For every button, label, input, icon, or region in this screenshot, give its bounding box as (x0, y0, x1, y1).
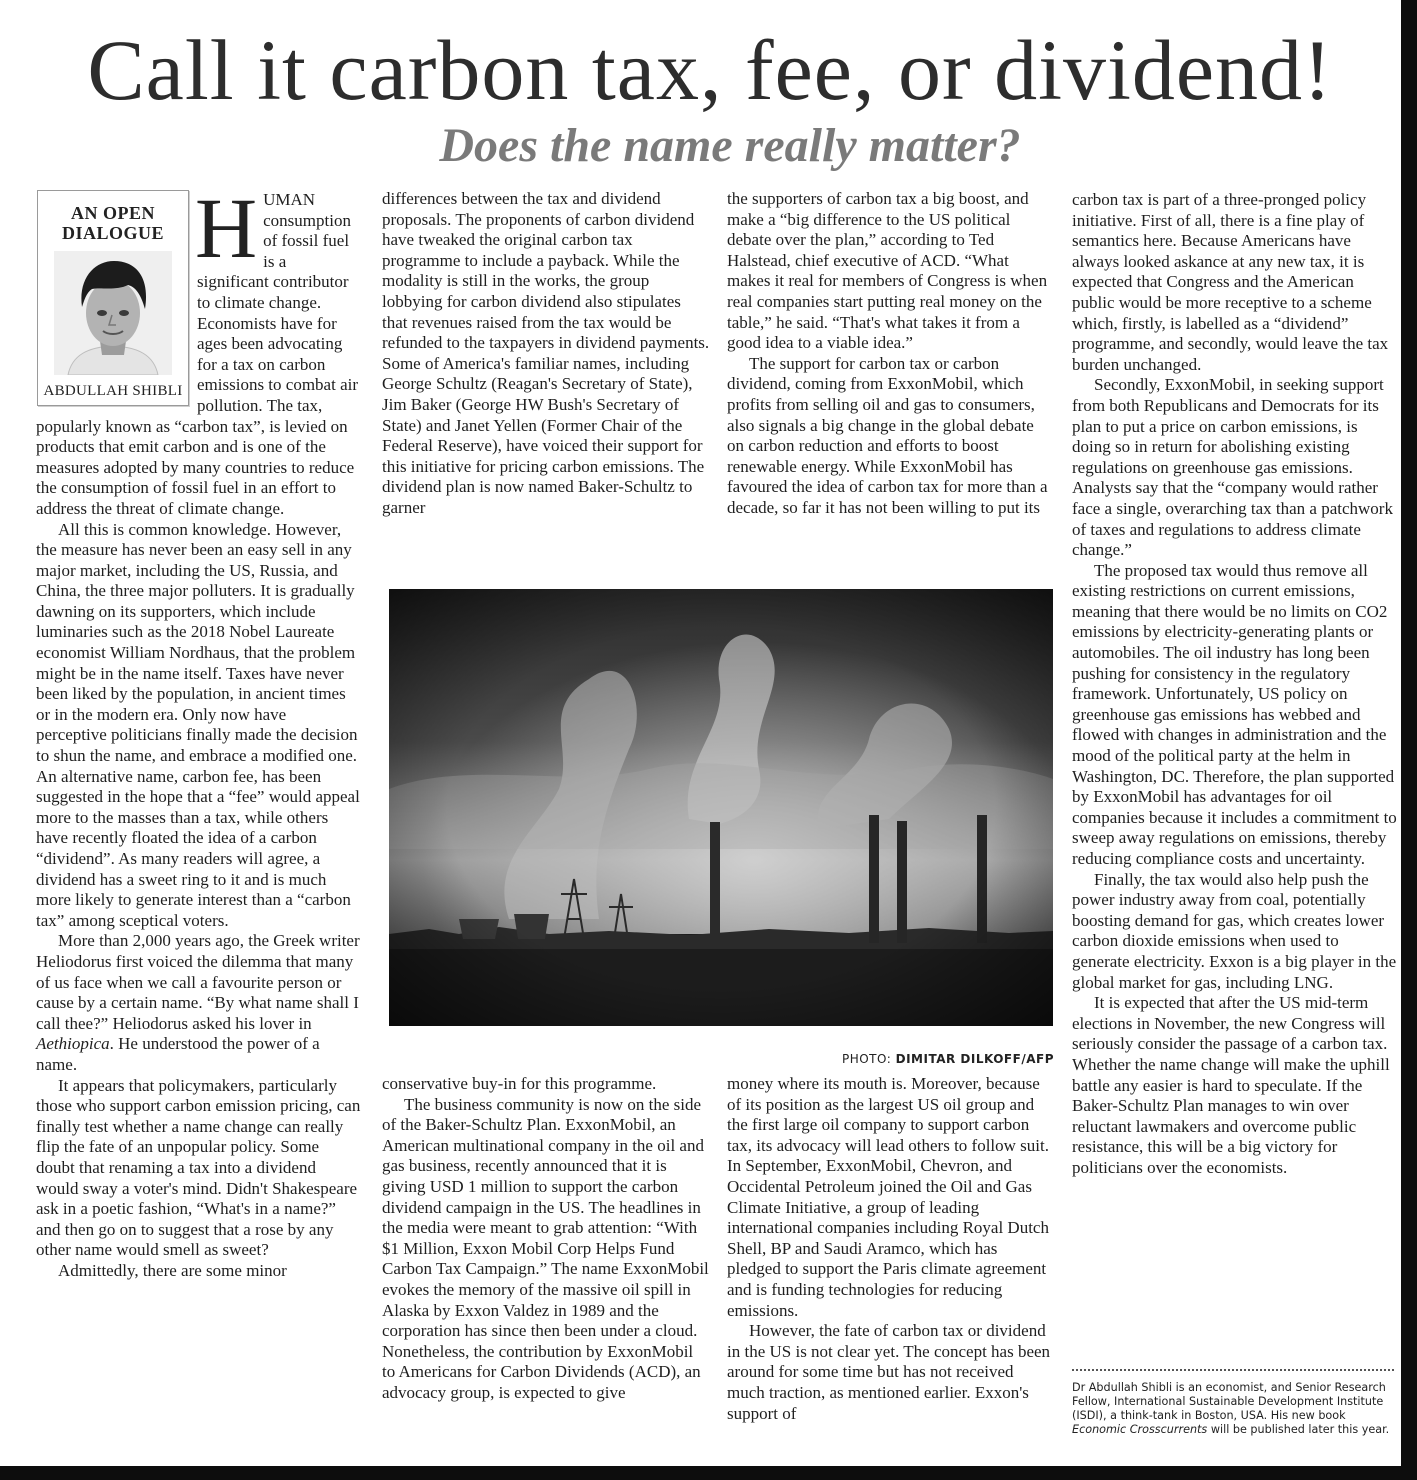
drop-cap: H (195, 180, 258, 276)
article-column-2-bottom (382, 1074, 710, 1404)
headline: Call it carbon tax, fee, or dividend! (87, 22, 1333, 118)
article-paragraph (36, 931, 361, 1075)
photo-credit-name: DIMITAR DILKOFF/AFP (895, 1052, 1054, 1066)
industrial-smokestacks-photo (389, 589, 1053, 1026)
article-column-4 (1072, 190, 1398, 1179)
article-paragraph: Admittedly, there are some minor (58, 1260, 287, 1280)
author-name: ABDULLAH SHIBLI (43, 383, 183, 399)
article-paragraph: The proposed tax would thus remove all existing restrictions on current emissions, meaning that there would be no limits on CO2 emissions by electricity-generating plants or automobiles. The oil industry has long been pushing for consistency in the regulatory framework. Unfortunately, US policy on greenhouse gas emissions has webbed and flowed with changes in administration and the mood of the political party at the helm in Washington, DC. Therefore, the plan supported by ExxonMobil has advantages for oil companies because it includes a commitment to sweep away regulations on emissions, thereby reducing compliance costs and uncertainty. (1072, 560, 1397, 868)
article-paragraph: conservative buy-in for this programme. (382, 1074, 657, 1093)
article-paragraph: Finally, the tax would also help push the power industry away from coal, potentially boosting demand for gas, which creates lower carbon dioxide emissions when used to generate electricity. Exxon is a big player in the global market for gas, including LNG. (1072, 869, 1397, 992)
article-text: . He understood the power of a name. (36, 1034, 320, 1074)
article-column-2-top (382, 189, 710, 519)
article-column-3-bottom (727, 1074, 1053, 1424)
author-bio-text: Dr Abdullah Shibli is an economist, and Senior Research Fellow, International Sustainable Development Institute (ISDI), a think-tank in Boston, USA. His new book (1072, 1381, 1386, 1422)
article-paragraph: The support for carbon tax or carbon dividend, coming from ExxonMobil, which profits from selling oil and gas to consumers, also signals a big change in the global debate on carbon reduction and efforts to boost renewable energy. While ExxonMobil has favoured the idea of carbon tax for more than a decade, so far it has not been willing to put its (727, 353, 1048, 517)
article-text: More than 2,000 years ago, the Greek writer Heliodorus first voiced the dilemma that many of us face when we call a favourite person or cause by a certain name. “By what name shall I call thee?” Heliodorus asked his lover in (36, 931, 360, 1033)
author-portrait (54, 251, 172, 375)
article-paragraph: the supporters of carbon tax a big boost, and make a “big difference to the US political debate over the plan,” according to Ted Halstead, chief executive of ACD. “What makes it real for members of Congress is when real companies start putting real money on the table,” he said. “That's what takes it from a good idea to a viable idea.” (727, 189, 1048, 353)
article-paragraph: However, the fate of carbon tax or dividend in the US is not clear yet. The concept has been around for some time but has not received much traction, as mentioned earlier. Exxon's support of (727, 1321, 1051, 1423)
article-paragraph: It is expected that after the US mid-term elections in November, the new Congress will seriously consider the passage of a carbon tax. Whether the name change will make the uphill battle any easier is hard to speculate. If the Baker-Schultz Plan manages to win over reluctant lawmakers and overcome public resistance, this will be a big victory for politicians over the economists. (1072, 993, 1390, 1177)
author-book-title: Economic Crosscurrents (1072, 1423, 1208, 1436)
page-border-bottom (0, 1466, 1417, 1480)
book-title: Aethiopica (36, 1034, 110, 1054)
article-paragraph: Secondly, ExxonMobil, in seeking support from both Republicans and Democrats for its plan to put a price on carbon emissions, is doing so in return for abolishing existing regulations on greenhouse gas emissions. Analysts say that the “company would rather face a single, overarching tax than a patchwork of taxes and regulations to address climate change.” (1072, 375, 1393, 560)
byline-box (37, 190, 189, 406)
author-bio (1072, 1381, 1398, 1437)
article-column-1 (36, 180, 361, 1281)
column-section-label: AN OPEN DIALOGUE (61, 203, 164, 243)
article-paragraph: The business community is now on the side of the Baker-Schultz Plan. ExxonMobil, an American multinational company in the oil and gas business, recently announced that it is giving USD 1 million to support the carbon dividend campaign in the US. The headlines in the media were meant to grab attention: “With $1 Million, Exxon Mobil Corp Helps Fund Carbon Tax Campaign.” The name ExxonMobil evokes the memory of the massive oil spill in Alaska by Exxon Valdez in 1989 and the corporation has since then been under a cloud. Nonetheless, the contribution by ExxonMobil to Americans for Carbon Dividends (ACD), an advocacy group, is expected to give (382, 1094, 709, 1402)
photo-credit-label: PHOTO: (841, 1052, 892, 1066)
page-border-right (1401, 0, 1417, 1480)
photo-credit (730, 1052, 1054, 1066)
article-paragraph: UMAN consumption of fossil fuel is a significant contributor to climate change. Economists have for ages been advocating for a tax on carbon emissions to combat air pollution. The tax, popularly known as “carbon tax”, is levied on products that emit carbon and is one of the measures adopted by many countries to reduce the consumption of fossil fuel in an effort to address the threat of climate change. (36, 190, 359, 518)
article-paragraph: money where its mouth is. Moreover, because of its position as the largest US oil group and the first large oil company to support carbon tax, its advocacy will lead others to follow suit. In September, ExxonMobil, Chevron, and Occidental Petroleum joined the Oil and Gas Climate Initiative, a group of leading international companies including Royal Dutch Shell, BP and Saudi Aramco, which has pledged to support the Paris climate agreement and is funding technologies for reducing emissions. (727, 1074, 1049, 1320)
article-paragraph: It appears that policymakers, particularly those who support carbon emission pricing, can finally test whether a name change can really flip the fate of an unpopular policy. Some doubt that renaming a tax into a dividend would sway a voter's mind. Didn't Shakespeare ask in a poetic fashion, “What's in a name?” and then go on to suggest that a rose by any other name would smell as sweet? (36, 1075, 361, 1260)
article-paragraph: carbon tax is part of a three-pronged policy initiative. First of all, there is a fine play of semantics here. Because Americans have always looked askance at any new tax, it is expected that Congress and the American public would be more receptive to a scheme which, firstly, is labelled as a “dividend” programme, and secondly, would leave the tax burden unchanged. (1072, 190, 1389, 374)
article-paragraph: All this is common knowledge. However, the measure has never been an easy sell in any major market, including the US, Russia, and China, the three major polluters. It is gradually dawning on its supporters, which include luminaries such as the 2018 Nobel Laureate economist William Nordhaus, that the problem might be in the name itself. Taxes have never been liked by the population, in ancient times or in the modern era. Only now have perceptive politicians finally made the decision to shun the name, and embrace a modified one. An alternative name, carbon fee, has been suggested in the hope that a “fee” would appeal more to the masses than a tax, while others have recently floated the idea of a carbon “dividend”. As many readers will agree, a dividend has a sweet ring to it and is much more likely to generate interest than a “carbon tax” among sceptical voters. (36, 519, 360, 930)
subheadline: Does the name really matter? (439, 119, 1021, 172)
dotted-divider (1072, 1369, 1394, 1371)
article-column-3-top (727, 189, 1053, 519)
author-bio-text: will be published later this year. (1210, 1423, 1390, 1436)
article-paragraph: differences between the tax and dividend proposals. The proponents of carbon dividend have tweaked the original carbon tax programme to include a payback. While the modality is still in the works, the group lobbying for carbon dividend also stipulates that revenues raised from the tax would be refunded to the taxpayers in dividend payments. Some of America's familiar names, including George Schultz (Reagan's Secretary of State), Jim Baker (George HW Bush's Secretary of State) and Janet Yellen (Former Chair of the Federal Reserve), have voiced their support for this initiative for pricing carbon emissions. The dividend plan is now named Baker-Schultz to garner (382, 189, 710, 517)
